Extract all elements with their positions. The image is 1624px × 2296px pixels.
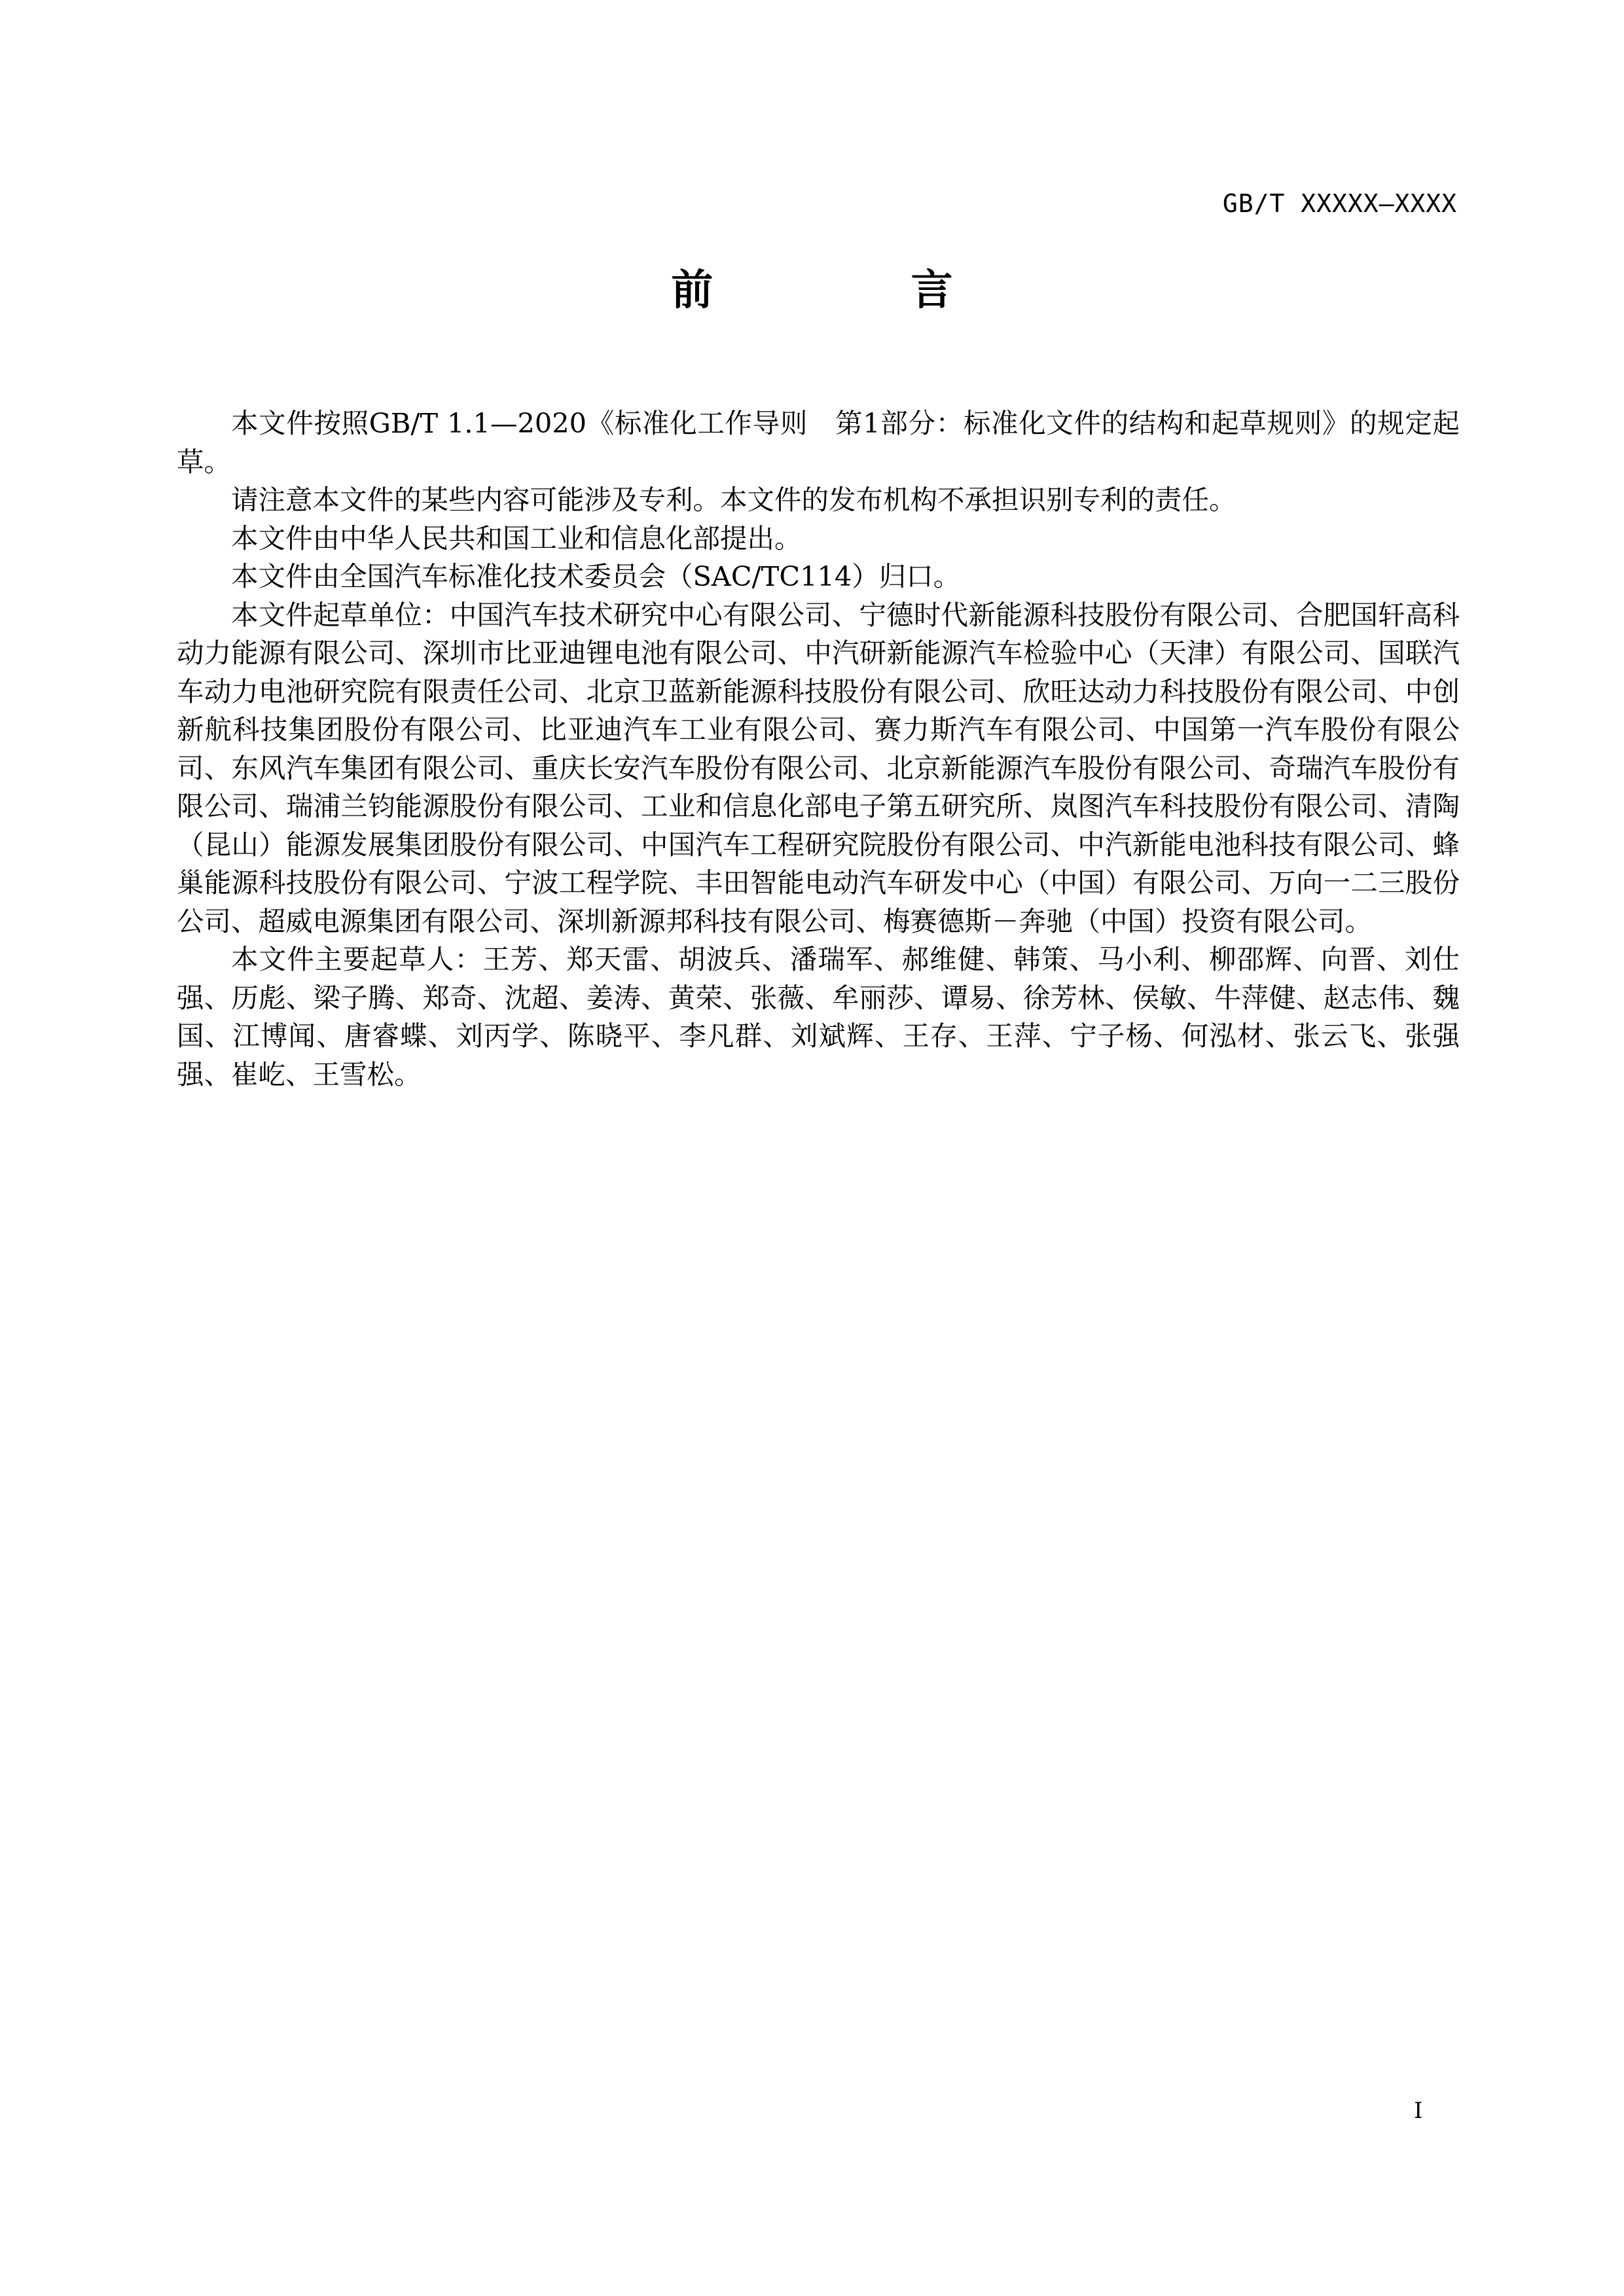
foreword-body bbox=[177, 404, 1460, 1094]
page-title: 前 言 bbox=[671, 266, 1045, 315]
paragraph-under-jurisdiction: 本文件由全国汽车标准化技术委员会（SAC/TC114）归口。 bbox=[231, 560, 961, 592]
paragraph-drafting-rules: 本文件按照GB/T 1.1—2020《标准化工作导则 第1部分：标准化文件的结构和起草规则》的规定起草。 bbox=[177, 407, 1460, 478]
page-number: I bbox=[1414, 2098, 1423, 2124]
paragraph-proposed-by: 本文件由中华人民共和国工业和信息化部提出。 bbox=[231, 522, 802, 554]
paragraph-drafters: 本文件主要起草人：王芳、郑天雷、胡波兵、潘瑞军、郝维健、韩策、马小利、柳邵辉、向晋、刘仕强、历彪、梁子腾、郑奇、沈超、姜涛、黄荣、张薇、牟丽莎、谭易、徐芳林、侯敏、牛萍健、赵志伟、魏国、江博闻、唐睿蝶、刘丙学、陈晓平、李凡群、刘斌辉、王存、王萍、宁子杨、何泓材、张云飞、张强强、崔屹、王雪松。 bbox=[177, 943, 1460, 1090]
paragraph-drafting-organizations: 本文件起草单位：中国汽车技术研究中心有限公司、宁德时代新能源科技股份有限公司、合肥国轩高科动力能源有限公司、深圳市比亚迪锂电池有限公司、中汽研新能源汽车检验中心（天津）有限公司、国联汽车动力电池研究院有限责任公司、北京卫蓝新能源科技股份有限公司、欣旺达动力科技股份有限公司、中创新航科技集团股份有限公司、比亚迪汽车工业有限公司、赛力斯汽车有限公司、中国第一汽车股份有限公司、东风汽车集团有限公司、重庆长安汽车股份有限公司、北京新能源汽车股份有限公司、奇瑞汽车股份有限公司、瑞浦兰钧能源股份有限公司、工业和信息化部电子第五研究所、岚图汽车科技股份有限公司、清陶（昆山）能源发展集团股份有限公司、中国汽车工程研究院股份有限公司、中汽新能电池科技有限公司、蜂巢能源科技股份有限公司、宁波工程学院、丰田智能电动汽车研发中心（中国）有限公司、万向一二三股份公司、超威电源集团有限公司、深圳新源邦科技有限公司、梅赛德斯－奔驰（中国）投资有限公司。 bbox=[177, 598, 1460, 937]
standard-number: GB/T XXXXX—XXXX bbox=[1222, 189, 1457, 218]
paragraph-patent-notice: 请注意本文件的某些内容可能涉及专利。本文件的发布机构不承担识别专利的责任。 bbox=[231, 484, 1236, 516]
